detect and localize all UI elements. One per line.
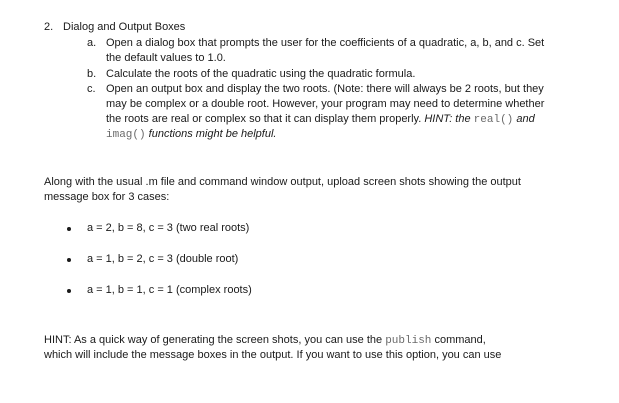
upload-line-1: Along with the usual .m file and command window output, upload screen shots showing the output [44, 176, 521, 188]
item-c-hint-end: functions might be helpful. [148, 128, 277, 140]
bullet-icon [67, 289, 71, 293]
item-c-line-3 [106, 112, 535, 127]
item-b-line-1: Calculate the roots of the quadratic using the quadratic formula. [106, 68, 416, 80]
item-c-hint-label: HINT: the [424, 113, 471, 125]
item-c-marker: c. [87, 83, 96, 95]
hint-line-1 [44, 333, 486, 348]
item-c-line-3-text: the roots are real or complex so that it can display them properly. [106, 113, 422, 125]
case-item-3: a = 1, b = 1, c = 1 (complex roots) [87, 284, 252, 296]
hint-line-2: which will include the message boxes in the output. If you want to use this option, you can use [44, 349, 502, 361]
case-item-2: a = 1, b = 2, c = 3 (double root) [87, 253, 239, 265]
item-a-marker: a. [87, 37, 97, 49]
section-number: 2. [44, 21, 54, 33]
bullet-icon [67, 227, 71, 231]
hint-before-code: HINT: As a quick way of generating the screen shots, you can use the [44, 334, 383, 346]
case-item-1: a = 2, b = 8, c = 3 (two real roots) [87, 222, 250, 234]
item-c-line-2: may be complex or a double root. However, your program may need to determine whether [106, 98, 545, 110]
item-c-and: and [516, 113, 535, 125]
item-c-line-1: Open an output box and display the two roots. (Note: there will always be 2 roots, but they [106, 83, 544, 95]
code-publish: publish [385, 335, 432, 347]
code-real: real() [473, 114, 514, 126]
item-a-line-1: Open a dialog box that prompts the user for the coefficients of a quadratic, a, b, and c. Set [106, 37, 545, 49]
section-title: Dialog and Output Boxes [63, 21, 186, 33]
upload-line-2: message box for 3 cases: [44, 191, 170, 203]
bullet-icon [67, 258, 71, 262]
hint-after-code: command, [434, 334, 486, 346]
item-b-marker: b. [87, 68, 97, 80]
item-c-line-4 [106, 127, 276, 142]
item-a-line-2: the default values to 1.0. [106, 52, 226, 64]
code-imag: imag() [106, 129, 146, 141]
